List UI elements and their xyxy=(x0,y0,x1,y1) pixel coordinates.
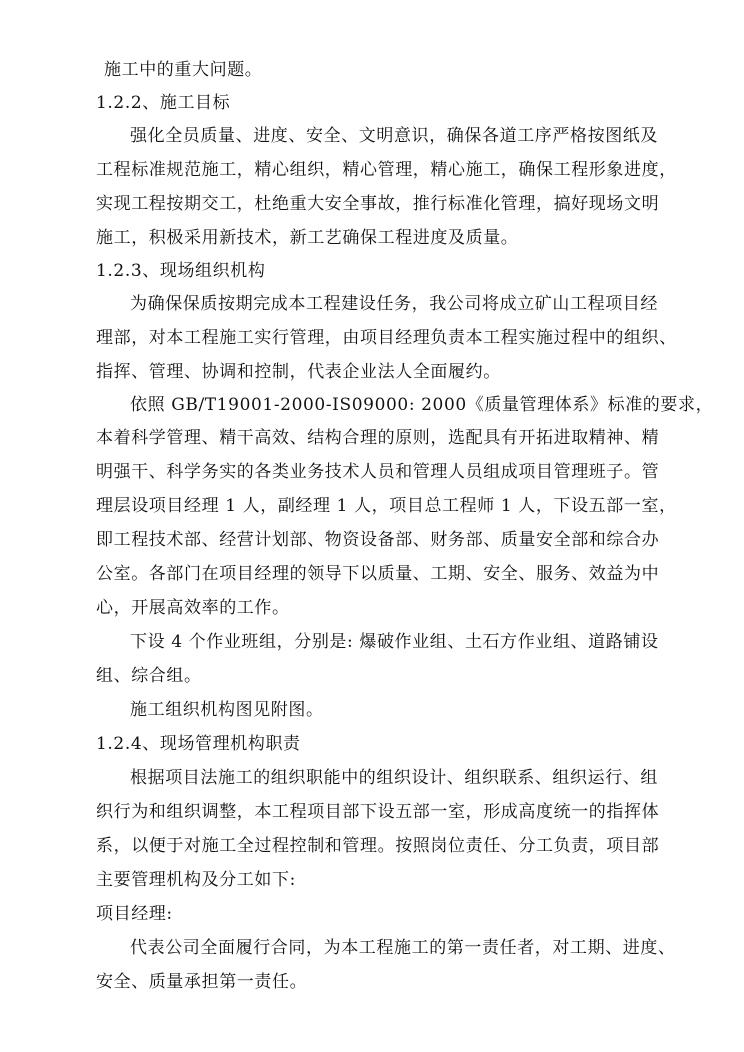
text-line: 为确保保质按期完成本工程建设任务，我公司将成立矿山工程项目经 xyxy=(130,294,658,314)
text-line: 公室。各部门在项目经理的领导下以质量、工期、安全、服务、效益为中 xyxy=(96,564,660,584)
text-line: 本着科学管理、精干高效、结构合理的原则，选配具有开拓进取精神、精 xyxy=(96,428,660,448)
text-line: 工程标准规范施工，精心组织，精心管理，精心施工，确保工程形象进度， xyxy=(96,160,677,180)
text-line: 即工程技术部、经营计划部、物资设备部、财务部、质量安全部和综合办 xyxy=(96,530,660,550)
text-line: 理部，对本工程施工实行管理，由项目经理负责本工程实施过程中的组织、 xyxy=(96,328,677,348)
text-line: 依照 GB/T19001-2000-IS09000: 2000《质量管理体系》标准的要求， xyxy=(130,395,714,415)
section-heading: 1.2.2、施工目标 xyxy=(96,93,231,113)
text-line: 根据项目法施工的组织职能中的组织设计、组织联系、组织运行、组 xyxy=(130,768,658,788)
text-line: 强化全员质量、进度、安全、文明意识，确保各道工序严格按图纸及 xyxy=(130,126,658,146)
text-line: 主要管理机构及分工如下: xyxy=(96,870,296,890)
text-line: 施工中的重大问题。 xyxy=(104,60,263,80)
text-line: 安全、质量承担第一责任。 xyxy=(96,972,308,992)
text-line: 心，开展高效率的工作。 xyxy=(96,598,290,618)
section-heading: 项目经理: xyxy=(96,904,173,924)
section-heading: 1.2.4、现场管理机构职责 xyxy=(96,734,301,754)
text-line: 明强干、科学务实的各类业务技术人员和管理人员组成项目管理班子。管 xyxy=(96,462,660,482)
text-line: 施工，积极采用新技术，新工艺确保工程进度及质量。 xyxy=(96,228,519,248)
text-line: 系，以便于对施工全过程控制和管理。按照岗位责任、分工负责，项目部 xyxy=(96,836,660,856)
text-line: 施工组织机构图见附图。 xyxy=(130,700,324,720)
text-line: 织行为和组织调整，本工程项目部下设五部一室，形成高度统一的指挥体 xyxy=(96,802,660,822)
text-line: 代表公司全面履行合同，为本工程施工的第一责任者，对工期、进度、 xyxy=(130,938,676,958)
text-line: 下设 4 个作业班组，分别是: 爆破作业组、土石方作业组、道路铺设 xyxy=(130,632,659,652)
text-line: 实现工程按期交工，杜绝重大安全事故，推行标准化管理，搞好现场文明 xyxy=(96,194,660,214)
text-line: 组、综合组。 xyxy=(96,666,202,686)
section-heading: 1.2.3、现场组织机构 xyxy=(96,261,266,281)
text-line: 理层设项目经理 1 人，副经理 1 人，项目总工程师 1 人，下设五部一室， xyxy=(96,496,677,516)
text-line: 指挥、管理、协调和控制，代表企业法人全面履约。 xyxy=(96,362,501,382)
